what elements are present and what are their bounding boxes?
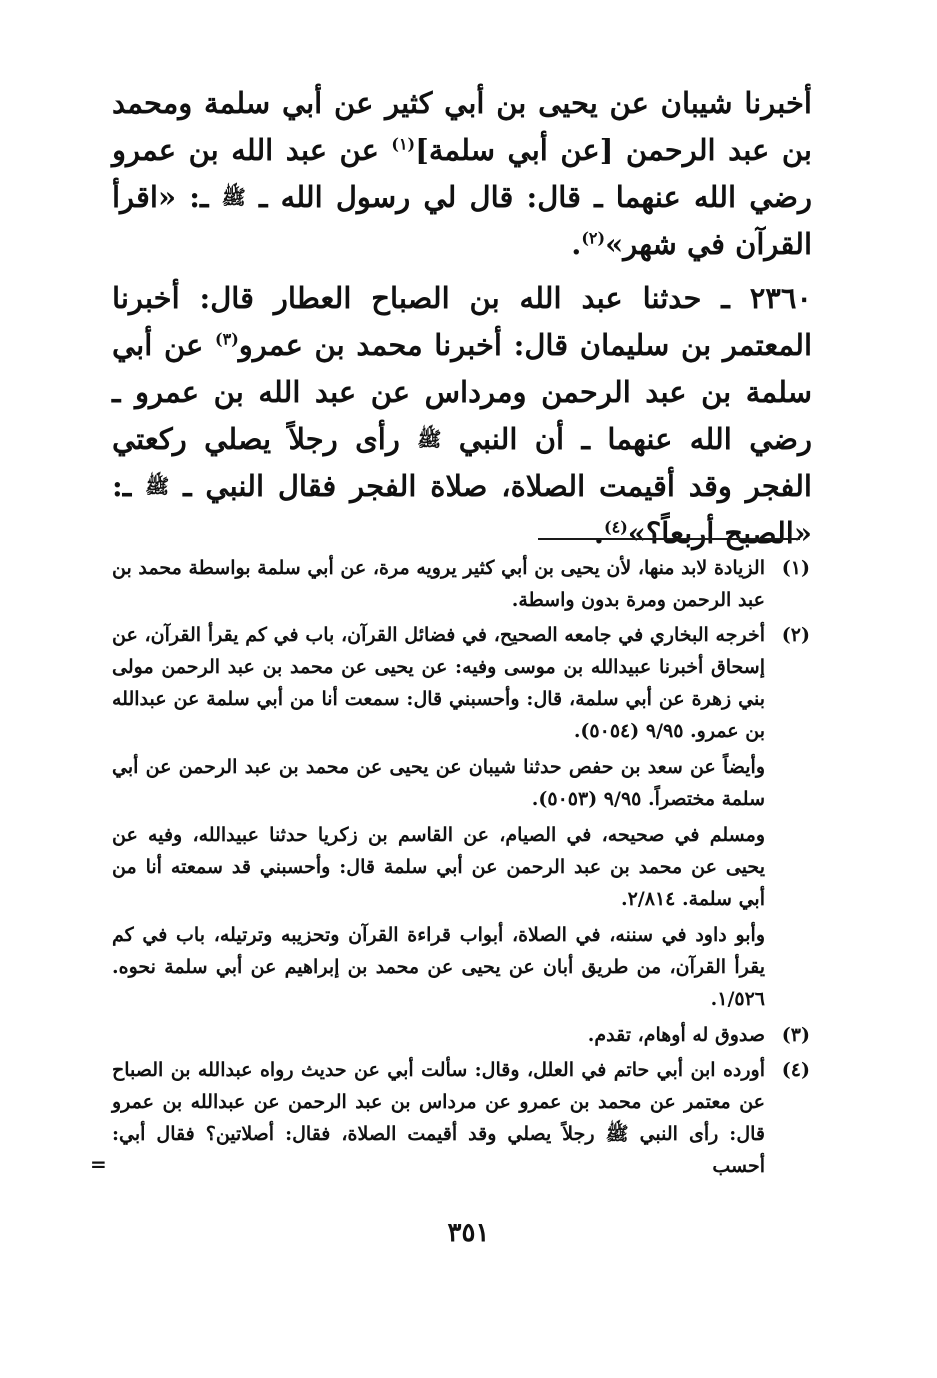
footnote-reference: (١) [391, 134, 416, 154]
footnote-text: وأيضاً عن سعد بن حفص حدثنا شيبان عن يحيى عن محمد بن عبد الرحمن عن أبي سلمة مختصراً. ٩/٩٥ (٥٠٥٣). [112, 756, 765, 810]
text-segment: ـ: «اقرأ القرآن في شهر» [112, 180, 812, 261]
text-segment: . [571, 227, 582, 261]
salawat-symbol: ﷺ [417, 427, 442, 451]
salawat-symbol: ﷺ [605, 1123, 629, 1145]
footnote-2 [112, 619, 810, 1015]
footnote-number: (٣) [781, 1024, 810, 1046]
text-segment: ـ: «الصبح أربعاً؟» [112, 469, 812, 550]
salawat-symbol: ﷺ [221, 185, 246, 209]
footnote-text: الزيادة لابد منها، لأن يحيى بن أبي كثير يرويه مرة، عن أبي سلمة بواسطة محمد بن عبد الرحمن ومرة بدون واسطة. [112, 557, 765, 611]
footnote-text: رجلاً يصلي وقد أقيمت الصلاة، فقال: أصلاتين؟ فقال أبي: أحسب [112, 1123, 765, 1177]
footnote-text: وأبو داود في سننه، في الصلاة، أبواب قراءة القرآن وتحزيبه وترتيله، باب في كم يقرأ القرآن، من طريق أبان عن يحيى عن محمد بن إبراهيم عن أبي سلمة نحوه. ١/٥٢٦. [112, 924, 765, 1010]
footnote-separator [538, 538, 800, 540]
page-number: ٣٥١ [447, 1218, 490, 1248]
footnote-number: (٤) [781, 1059, 810, 1081]
hadith-number: ٢٣٦٠ [749, 281, 812, 315]
footnote-text: أورده ابن أبي حاتم في العلل، وقال: سألت أبي عن حديث رواه عبدالله بن الصباح عن معتمر عن محمد بن عمرو عن مرداس بن عبد الرحمن عن عبدالله بن عمرو قال: رأى النبي [112, 1059, 765, 1145]
text-segment: أخبرنا شيبان عن يحيى بن أبي كثير عن أبي سلمة ومحمد بن عبد الرحمن [عن أبي سلمة] [112, 86, 812, 167]
salawat-symbol: ﷺ [145, 474, 170, 498]
footnote-number: (٢) [781, 624, 810, 646]
text-segment: عن أبي سلمة بن عبد الرحمن ومرداس عن عبد الله بن عمرو ـ رضي الله عنهما ـ أن النبي [112, 328, 812, 456]
footnote-3 [112, 1019, 810, 1051]
footnote-reference: (٤) [604, 517, 628, 537]
text-segment: عن عبد الله بن عمرو رضي الله عنهما ـ قال: قال لي رسول الله ـ [112, 133, 812, 214]
text-segment: . [593, 516, 605, 550]
continuation-mark: = [90, 1152, 107, 1176]
footnote-1 [112, 552, 810, 616]
footnote-text: ومسلم في صحيحه، في الصيام، عن القاسم بن زكريا حدثنا عبيدالله، وفيه عن يحيى عن محمد بن عبد الرحمن عن أبي سلمة قال: وأحسبني قد سمعته أنا من أبي سلمة. ٢/٨١٤. [112, 824, 765, 910]
footnote-number: (١) [781, 557, 810, 579]
hadith-paragraph-continued [112, 80, 812, 268]
footnote-reference: (٣) [215, 329, 239, 349]
footnote-4 [90, 1054, 810, 1182]
main-text [112, 80, 812, 557]
footnote-text: أخرجه البخاري في جامعه الصحيح، في فضائل القرآن، باب في كم يقرأ القرآن، عن إسحاق أخبرنا عبيدالله بن موسى وفيه: عن يحيى عن محمد بن عبد الرحمن مولى بني زهرة عن أبي سلمة، قال: وأحسبني قال: سمعت أنا من أبي سلمة عن عبدالله بن عمرو. ٩/٩٥ (٥٠٥٤). [112, 624, 765, 742]
footnotes [90, 552, 810, 1185]
footnote-reference: (٢) [581, 228, 606, 248]
footnote-text: صدوق له أوهام، تقدم. [587, 1024, 765, 1046]
text-segment: ـ حدثنا عبد الله بن الصباح العطار قال: أخبرنا المعتمر بن سليمان قال: أخبرنا محمد بن عمرو [112, 281, 812, 362]
hadith-paragraph [112, 275, 812, 557]
text-segment: رأى رجلاً يصلي ركعتي الفجر وقد أقيمت الصلاة، صلاة الفجر فقال النبي ـ [112, 422, 812, 503]
